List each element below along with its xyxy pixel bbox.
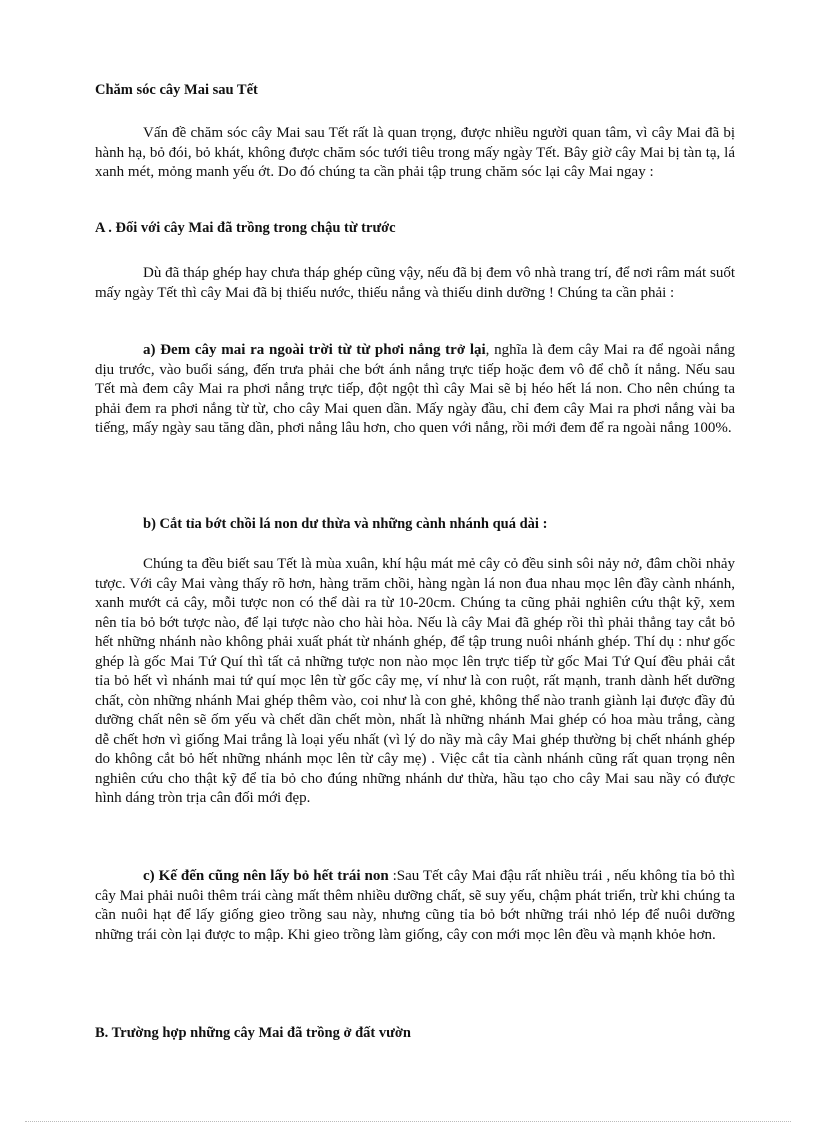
document-title: Chăm sóc cây Mai sau Tết — [95, 82, 258, 98]
intro-paragraph: Vấn đề chăm sóc cây Mai sau Tết rất là quan trọng, được nhiều người quan tâm, vì cây Mai đã bị hành hạ, bỏ đói, bỏ khát, không được chăm sóc tưới tiêu trong mấy ngày Tết. Bây giờ cây Mai bị tàn tạ, lá xanh mét, mỏng manh yếu ớt. Do đó chúng ta cần phải tập trung chăm sóc lại cây Mai ngay : — [95, 125, 735, 180]
section-b-heading: B. Trường hợp những cây Mai đã trồng ở đất vườn — [95, 1025, 411, 1041]
item-c-paragraph — [95, 867, 735, 945]
item-c-body: :Sau Tết cây Mai đậu rất nhiều trái , nếu không tỉa bỏ thì cây Mai phải nuôi thêm trái càng mất thêm nhiều dưỡng chất, sẽ suy yếu, chậm phát triển, trừ khi chúng ta cần nuôi hạt để lấy giống gieo trồng sau này, nhưng cũng tỉa bỏ bớt những trái nhỏ lép để nuôi dưỡng những trái còn lại được to mập. Khi gieo trồng làm giống, cây con mới mọc lên đều và mạnh khỏe hơn. — [95, 868, 736, 943]
page-bottom-divider — [25, 1121, 791, 1122]
item-a-heading: a) Đem cây mai ra ngoài trời từ từ phơi nắng trở lại — [143, 342, 486, 358]
item-b-heading: b) Cắt tỉa bớt chồi lá non dư thừa và những cành nhánh quá dài : — [143, 516, 548, 532]
item-a-body: , nghĩa là đem cây Mai ra để ngoài nắng dịu trước, vào buổi sáng, đến trưa phải che bớt ánh nắng trực tiếp hoặc đem vô để chỗ ít nắng. Nếu sau Tết mà đem cây Mai ra phơi nắng trực tiếp, đột ngột thì cây Mai sẽ bị héo hết lá non. Cho nên chúng ta phải đem ra phơi nắng từ từ, cho cây Mai quen dần. Mấy ngày đầu, chỉ đem cây Mai ra phơi nắng vài ba tiếng, mấy ngày sau tăng dần, phơi nắng lâu hơn, cho quen với nắng, rồi mới đem để ra ngoài nắng 100%. — [95, 342, 735, 436]
item-b-paragraph: Chúng ta đều biết sau Tết là mùa xuân, khí hậu mát mẻ cây cỏ đều sinh sôi nảy nở, đâm chồi nhảy tược. Với cây Mai vàng thấy rõ hơn, hàng trăm chồi, hàng ngàn lá non đua nhau mọc lên đầy cành nhánh, xanh mướt cả cây, mỗi tược non có thể dài ra từ 10-20cm. Chúng ta cũng phải nghiên cứu thật kỹ, xem nên tỉa bỏ bớt tược nào, để lại tược nào cho hài hòa. Nếu là cây Mai đã ghép rồi thì phải thẳng tay cắt bỏ hết những nhánh nào không phải xuất phát từ nhánh ghép, để tập trung nuôi nhánh ghép. Thí dụ : như gốc ghép là gốc Mai Tứ Quí thì tất cả những tược non nào mọc lên trực tiếp từ gốc Mai Tứ Quí đều phải cắt tỉa bỏ hết vì nhánh mai tứ quí mọc lên từ gốc cây mẹ, ví như là con ruột, rất mạnh, tranh dành hết dưỡng chất, còn những nhánh Mai ghép thêm vào, coi như là con ghẻ, không thể nào tranh giành lại được đầy đủ dưỡng chất nên sẽ ốm yếu và chết dần chết mòn, nhất là những nhánh Mai ghép có hoa màu trắng, càng dễ chết hơn vì giống Mai trắng là loại yếu nhất (vì lý do nầy mà cây Mai ghép thường bị chết nhánh ghép do không cắt bỏ hết những nhánh mọc lên từ cây mẹ) . Việc cắt tỉa cành nhánh cũng rất quan trọng nên nghiên cứu cho thật kỹ để tỉa bỏ cho đúng những nhánh dư thừa, hầu tạo cho cây Mai sau nầy có được hình dáng tròn trịa cân đối mới đẹp. — [95, 556, 735, 806]
item-c-heading: c) Kế đến cũng nên lấy bỏ hết trái non — [143, 868, 389, 884]
item-a-paragraph — [95, 341, 735, 439]
section-a-intro-paragraph: Dù đã tháp ghép hay chưa tháp ghép cũng vậy, nếu đã bị đem vô nhà trang trí, để nơi râm mát suốt mấy ngày Tết thì cây Mai đã bị thiếu nước, thiếu nắng và thiếu dinh dưỡng ! Chúng ta cần phải : — [95, 265, 735, 301]
section-a-heading: A . Đối với cây Mai đã trồng trong chậu từ trước — [95, 220, 396, 236]
